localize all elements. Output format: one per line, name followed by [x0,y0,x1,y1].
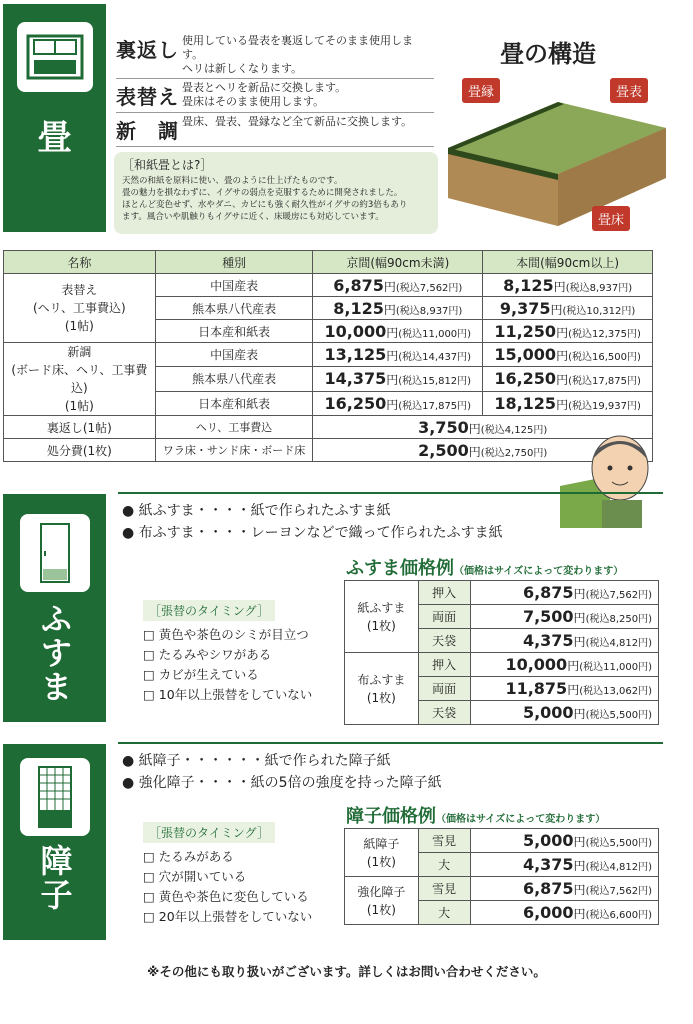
group-name-line: (ボード床、ヘリ、工事費込) [11,363,148,395]
label-tatami-surface: 畳表 [610,78,648,103]
price-value: 16,250 [324,393,387,413]
price-cell [313,320,483,343]
kind-cell: 大 [418,853,470,877]
kind-cell: 押入 [418,581,470,605]
washi-line: 畳の魅力を損なわずに、イグサの弱点を克服するために開発されました。 [122,188,403,198]
price-cell [313,391,483,415]
shoji-price-table [344,828,659,925]
price-value: 16,250 [494,369,557,389]
group-name-line: 布ふすま [357,672,406,687]
fusuma-bullet: ● 紙ふすま・・・・紙で作られたふすま紙 [122,503,391,519]
price-tax: (税込6,600円) [585,910,652,921]
price-cell [470,653,658,677]
price-tax: (税込10,312円) [562,305,636,317]
price-tax: (税込5,500円) [585,710,652,721]
table-row [4,439,653,462]
price-tax: (税込5,500円) [585,838,652,849]
yen-unit: 円 [573,859,586,873]
price-tax: (税込7,562円) [395,282,463,294]
definition-row [116,113,434,147]
shoji-bullet: ● 強化障子・・・・紙の5倍の強度を持った障子紙 [122,775,442,791]
definition-line: 畳床はそのまま使用します。 [182,95,325,108]
fusuma-door-icon [20,514,90,592]
shoji-divider [118,742,663,744]
yen-unit: 円 [573,907,586,921]
yen-unit: 円 [573,611,586,625]
kind-cell: 両面 [418,677,470,701]
shoji-price-note: （価格はサイズによって変わります） [436,814,606,825]
kind-cell: 雪見 [418,877,470,901]
tatami-price-table [3,250,653,462]
label-tatami-border: 畳縁 [462,78,500,103]
price-tax: (税込17,875円) [398,400,472,412]
price-cell [483,367,653,391]
kind-cell: 日本産和紙表 [155,391,313,415]
fusuma-price-note: （価格はサイズによって変わります） [454,566,624,577]
fusuma-side-label: ふすま [35,602,74,704]
yen-unit: 円 [556,349,569,364]
group-name [345,829,419,877]
shoji-price-title: 障子価格例（価格はサイズによって変わります） [346,806,606,827]
price-cell [483,343,653,367]
definition-line: 畳表とヘリを新品に交換します。 [182,81,347,94]
shoji-timing-title: ［張替のタイミング］ [143,822,275,843]
price-cell [483,274,653,297]
yen-unit: 円 [383,302,396,317]
price-tax: (税込4,812円) [585,638,652,649]
definition-row [116,79,434,113]
group-name [345,581,419,653]
price-cell [470,581,658,605]
table-row [345,877,659,901]
price-value: 6,875 [333,275,384,295]
kind-cell: 押入 [418,653,470,677]
group-name: 処分費(1枚) [4,439,156,462]
yen-unit: 円 [386,325,399,340]
kind-cell: 熊本県八代産表 [155,297,313,320]
washi-line: 天然の和紙を原料に使い、畳のように仕上げたものです。 [122,176,343,186]
fusuma-timing [143,600,338,705]
price-value: 10,000 [324,321,387,341]
table-row [4,416,653,439]
yen-unit: 円 [383,279,396,294]
yen-unit: 円 [556,325,569,340]
price-tax: (税込11,000円) [579,662,652,673]
definition-line: 畳床、畳表、畳縁など全て新品に交換します。 [182,115,413,128]
price-value: 7,500 [522,607,574,626]
price-tax: (税込11,000円) [398,328,472,340]
price-tax: (税込8,250円) [585,614,652,625]
price-cell [470,853,658,877]
checkbox-item: □ 10年以上張替をしていない [143,687,313,702]
shoji-side-label: 障子 [35,844,74,912]
yen-unit: 円 [556,397,569,412]
kind-cell: 大 [418,901,470,925]
yen-unit: 円 [553,279,566,294]
checkbox-item: □ たるみがある [143,849,234,864]
kind-cell: 天袋 [418,701,470,725]
shoji-side-panel [3,744,106,940]
kind-cell: ワラ床・サンド床・ボード床 [155,439,313,462]
group-name-line: 紙ふすま [357,600,406,615]
price-tax: (税込17,875円) [568,376,641,388]
price-value: 6,875 [522,583,574,602]
price-tax: (税込7,562円) [585,590,652,601]
group-name-line: (1枚) [366,854,396,869]
kind-cell: 熊本県八代産表 [155,367,313,391]
shoji-timing [143,822,338,927]
checkbox-item: □ 黄色や茶色に変色している [143,889,309,904]
table-row [345,829,659,853]
fusuma-side-panel [3,494,106,722]
price-value: 8,125 [503,275,554,295]
washi-line: ほとんど変色せず、水やダニ、カビにも強く耐久性がイグサの約3倍もあり [122,200,408,210]
tatami-side-label: 畳 [37,118,72,158]
price-value: 10,000 [505,655,568,674]
kind-cell: ヘリ、工事費込 [155,416,313,439]
price-tax: (税込14,437円) [398,352,472,364]
label-tatami-floor: 畳床 [592,206,630,231]
price-cell [313,367,483,391]
yen-unit: 円 [567,659,580,673]
price-cell [470,677,658,701]
group-name [345,877,419,925]
yen-unit: 円 [573,835,586,849]
price-tax: (税込8,937円) [395,305,463,317]
price-value: 6,000 [522,903,574,922]
kind-cell: 日本産和紙表 [155,320,313,343]
definition-line: 使用している畳表を裏返してそのまま使用します。 [181,34,413,61]
checkbox-item: □ 20年以上張替をしていない [143,909,313,924]
shoji-bullet: ● 紙障子・・・・・・紙で作られた障子紙 [122,753,391,769]
staff-mascot-illustration [560,428,672,528]
table-row [345,653,659,677]
group-name-line: 表替え [61,283,98,297]
group-name-line: 新調 [67,345,92,359]
shoji-screen-icon [20,758,90,836]
price-cell [470,605,658,629]
column-header: 京間(幅90cm未満) [313,251,483,274]
shoji-bullets [122,750,442,794]
price-cell [313,343,483,367]
price-value: 3,750 [418,417,469,437]
price-value: 4,375 [522,631,574,650]
kind-cell: 中国産表 [155,274,313,297]
price-tax: (税込16,500円) [568,352,641,364]
definition-row [116,32,434,79]
definition-term: 表替え [116,85,179,109]
group-name [4,274,156,343]
washi-info-box [114,152,438,234]
price-tax: (税込4,812円) [585,862,652,873]
group-name-line: (1枚) [366,618,396,633]
price-cell [470,701,658,725]
price-value: 4,375 [522,855,574,874]
structure-title: 畳の構造 [500,39,596,68]
kind-cell: 雪見 [418,829,470,853]
table-row [4,343,653,367]
price-value: 2,500 [418,440,469,460]
group-name-line: 紙障子 [363,836,400,851]
price-tax: (税込19,937円) [568,400,641,412]
yen-unit: 円 [573,587,586,601]
definition-desc [182,115,412,129]
price-value: 6,875 [522,879,574,898]
table-row [4,274,653,297]
tatami-definitions [116,32,434,147]
price-cell [483,391,653,415]
group-name [4,343,156,416]
fusuma-divider [118,492,663,494]
price-value: 14,375 [324,369,387,389]
price-value: 11,250 [494,321,557,341]
definition-desc [182,81,346,109]
yen-unit: 円 [386,397,399,412]
tatami-side-panel [3,4,106,232]
price-cell [470,877,658,901]
checkbox-item: □ 穴が開いている [143,869,247,884]
definition-term: 裏返し [116,38,179,62]
price-tax: (税込13,062円) [579,686,652,697]
group-name: 裏返し(1帖) [4,416,156,439]
price-value: 9,375 [499,298,551,318]
price-cell [483,297,653,320]
washi-line: ます。風合いや肌触りもイグサに近く、床暖房にも対応しています。 [122,212,384,222]
checkbox-item: □ たるみやシワがある [143,647,272,662]
kind-cell: 天袋 [418,629,470,653]
price-cell [470,829,658,853]
group-name-line: 強化障子 [357,884,406,899]
price-cell [483,320,653,343]
group-name-line: (1帖) [64,399,94,413]
tatami-room-icon [17,22,93,92]
group-name-line: (1枚) [366,902,396,917]
price-tax: (税込7,562円) [585,886,652,897]
group-name-line: (ヘリ、工事費込) [32,301,126,315]
checkbox-item: □ 黄色や茶色のシミが目立つ [143,627,309,642]
price-tax: (税込12,375円) [568,328,641,340]
price-tax: (税込15,812円) [398,376,472,388]
yen-unit: 円 [567,683,580,697]
price-tax: (税込2,750円) [480,447,548,459]
price-value: 5,000 [522,703,574,722]
price-cell [313,274,483,297]
footer-note: ※その他にも取り扱いがございます。詳しくはお問い合わせください。 [147,964,546,979]
kind-cell: 両面 [418,605,470,629]
price-tax: (税込4,125円) [480,424,548,436]
fusuma-bullets [122,500,503,544]
table-row [345,581,659,605]
yen-unit: 円 [550,302,563,317]
column-header: 種別 [155,251,313,274]
yen-unit: 円 [573,707,586,721]
yen-unit: 円 [468,444,481,459]
price-value: 5,000 [522,831,574,850]
yen-unit: 円 [556,373,569,388]
yen-unit: 円 [386,373,399,388]
washi-title: ［和紙畳とは?］ [122,158,213,172]
kind-cell: 中国産表 [155,343,313,367]
fusuma-timing-title: ［張替のタイミング］ [143,600,275,621]
group-name-line: (1枚) [366,690,396,705]
definition-line: ヘリは新しくなります。 [181,62,303,75]
yen-unit: 円 [386,349,399,364]
price-cell [313,297,483,320]
price-tax: (税込8,937円) [565,282,633,294]
price-cell [470,901,658,925]
fusuma-price-table [344,580,659,725]
price-value: 15,000 [494,345,557,365]
group-name [345,653,419,725]
yen-unit: 円 [573,635,586,649]
fusuma-bullet: ● 布ふすま・・・・レーヨンなどで織って作られたふすま紙 [122,525,503,541]
yen-unit: 円 [468,421,481,436]
yen-unit: 円 [573,883,586,897]
definition-term: 新 調 [116,119,179,143]
price-value: 13,125 [324,345,387,365]
price-cell [470,629,658,653]
column-header: 本間(幅90cm以上) [483,251,653,274]
definition-desc [182,34,434,76]
fusuma-price-title: ふすま価格例（価格はサイズによって変わります） [346,558,624,579]
price-value: 18,125 [494,393,557,413]
price-value: 11,875 [505,679,568,698]
checkbox-item: □ カビが生えている [143,667,259,682]
price-value: 8,125 [333,298,384,318]
column-header: 名称 [4,251,156,274]
group-name-line: (1帖) [64,319,94,333]
